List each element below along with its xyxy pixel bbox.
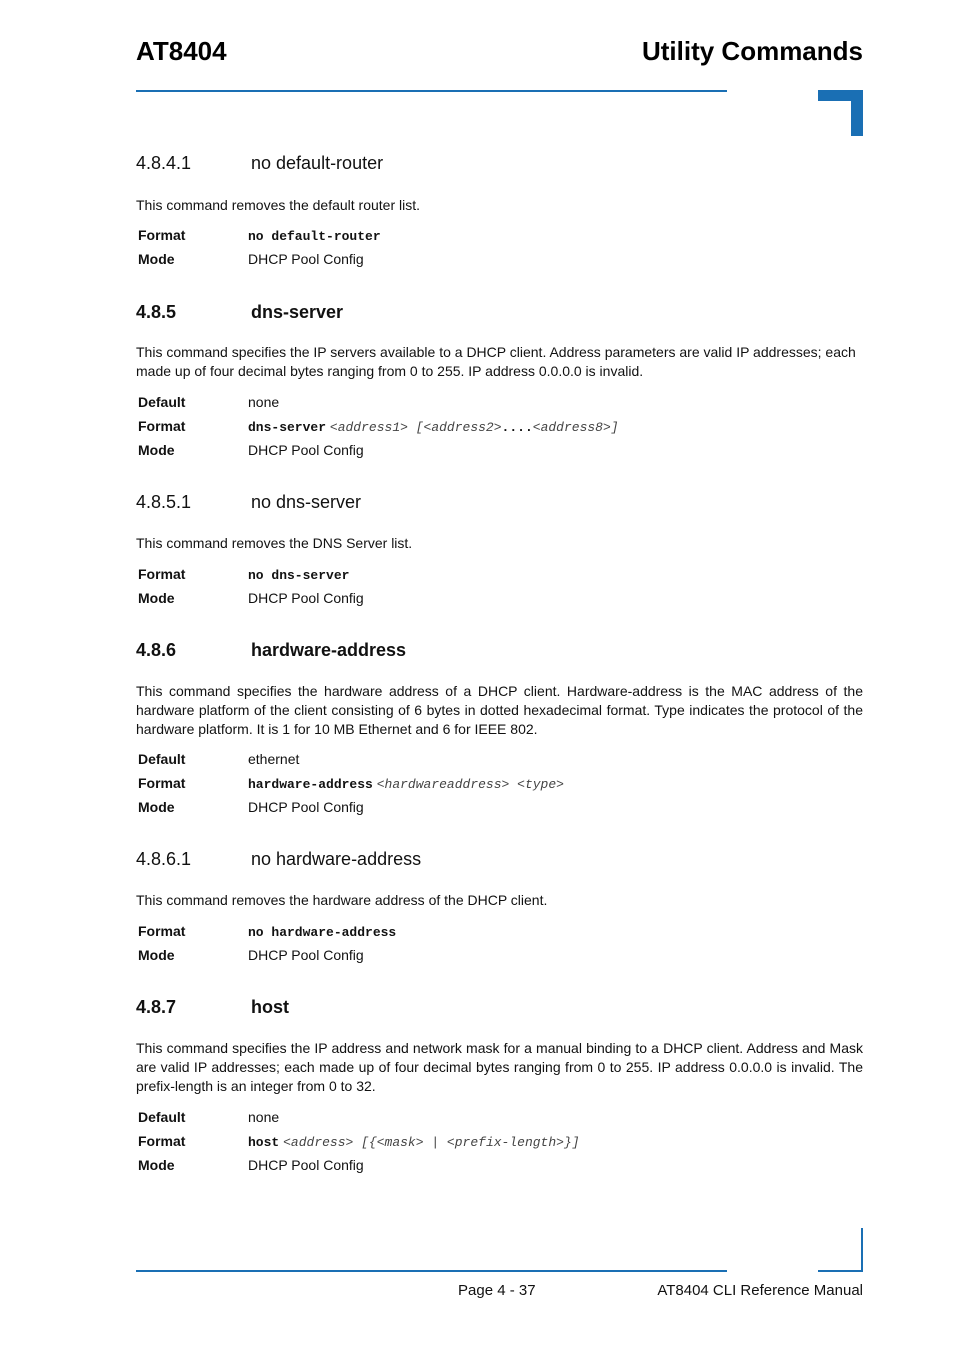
section-heading-4861 — [136, 849, 422, 870]
section-description: This command specifies the IP servers available to a DHCP client. Address parameters are valid IP addresses; each made up of four decimal bytes ranging from 0 to 255. IP address 0.0.0.0 is invalid. — [136, 344, 856, 379]
mode-value: DHCP Pool Config — [248, 251, 364, 267]
command-arguments-end: <address8>] — [532, 420, 619, 435]
command-arguments: <address> [{<mask> | <prefix-length>}] — [283, 1135, 580, 1150]
command-keyword: hardware-address — [248, 777, 373, 792]
command-dots: .... — [501, 420, 533, 435]
mode-label: Mode — [138, 590, 175, 606]
document-product-title: AT8404 — [136, 36, 227, 66]
section-description: This command removes the DNS Server list. — [136, 535, 413, 551]
format-value — [248, 227, 381, 244]
command-keyword: no dns-server — [248, 568, 350, 583]
default-label: Default — [138, 751, 186, 767]
default-value: none — [248, 394, 280, 410]
command-arguments: <hardwareaddress> <type> — [376, 777, 564, 792]
command-keyword: no hardware-address — [248, 925, 397, 940]
mode-value: DHCP Pool Config — [248, 799, 364, 815]
section-heading-486 — [136, 640, 407, 661]
mode-label: Mode — [138, 251, 175, 267]
default-value: ethernet — [248, 751, 300, 767]
default-label: Default — [138, 394, 186, 410]
command-keyword: no default-router — [248, 229, 381, 244]
format-value — [248, 1133, 580, 1150]
mode-value: DHCP Pool Config — [248, 947, 364, 963]
section-number: 4.8.5.1 — [136, 492, 192, 512]
footer-corner-mark — [818, 1270, 863, 1272]
section-number: 4.8.6.1 — [136, 849, 192, 869]
section-heading-485 — [136, 302, 344, 323]
default-label: Default — [138, 1109, 186, 1125]
section-title: no default-router — [251, 153, 384, 173]
format-value — [248, 775, 564, 792]
manual-title: AT8404 CLI Reference Manual — [657, 1282, 863, 1299]
mode-label: Mode — [138, 799, 175, 815]
format-label: Format — [138, 418, 186, 434]
format-value — [248, 418, 619, 435]
chapter-title: Utility Commands — [641, 36, 863, 66]
format-label: Format — [138, 1133, 186, 1149]
mode-label: Mode — [138, 947, 175, 963]
section-description: This command removes the hardware address of the DHCP client. — [136, 892, 548, 908]
mode-label: Mode — [138, 1157, 175, 1173]
section-description: This command removes the default router list. — [136, 197, 421, 213]
mode-value: DHCP Pool Config — [248, 442, 364, 458]
section-title: host — [251, 997, 289, 1017]
default-value: none — [248, 1109, 280, 1125]
section-number: 4.8.7 — [136, 997, 177, 1017]
format-label: Format — [138, 923, 186, 939]
section-title: no dns-server — [251, 492, 362, 512]
footer-rule — [136, 1270, 727, 1272]
command-keyword: dns-server — [248, 420, 327, 435]
section-heading-4851 — [136, 492, 362, 513]
section-number: 4.8.4.1 — [136, 153, 192, 173]
page-number: Page 4 - 37 — [458, 1282, 536, 1299]
section-number: 4.8.5 — [136, 302, 177, 322]
format-label: Format — [138, 566, 186, 582]
mode-value: DHCP Pool Config — [248, 590, 364, 606]
section-title: hardware-address — [251, 640, 407, 660]
section-description: This command specifies the IP address and network mask for a manual binding to a DHCP client. Address and Mask are valid IP addresses; each made up of four decimal bytes ranging from 0 to 255. IP address 0.0.0.0 is invalid. The prefix-length is an integer from 0 to 32. — [136, 1040, 863, 1094]
section-description: This command specifies the hardware address of a DHCP client. Hardware-address is the MAC address of the hardware platform of the client consisting of 6 bytes in dotted hexadecimal format. Type indicates the protocol of the hardware platform. It is 1 for 10 MB Ethernet and 6 for IEEE 802. — [136, 683, 863, 737]
format-value — [248, 923, 396, 940]
section-heading-487 — [136, 997, 289, 1018]
mode-value: DHCP Pool Config — [248, 1157, 364, 1173]
command-arguments: <address1> [<address2> — [329, 420, 502, 435]
footer-corner-mark-vertical — [861, 1228, 863, 1272]
format-label: Format — [138, 227, 186, 243]
command-keyword: host — [248, 1135, 280, 1150]
header-corner-mark-vertical — [851, 90, 863, 136]
section-number: 4.8.6 — [136, 640, 177, 660]
section-heading-4841 — [136, 153, 384, 174]
mode-label: Mode — [138, 442, 175, 458]
section-title: no hardware-address — [251, 849, 422, 869]
section-title: dns-server — [251, 302, 344, 322]
header-rule — [136, 90, 727, 92]
format-label: Format — [138, 775, 186, 791]
format-value — [248, 566, 349, 583]
